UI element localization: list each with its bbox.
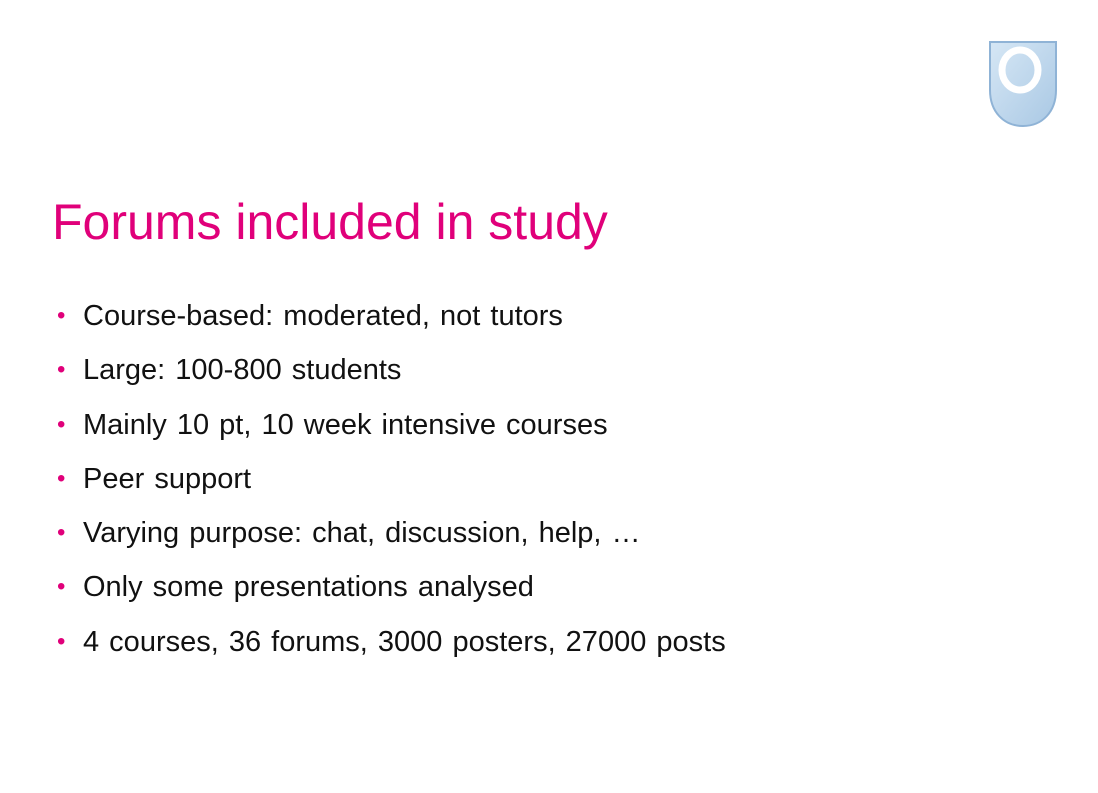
bullet-text: Varying purpose: chat, discussion, help, …: [83, 517, 641, 550]
bullet-marker-icon: •: [57, 519, 66, 547]
bullet-text: Large: 100-800 students: [83, 354, 402, 387]
bullet-text: Peer support: [83, 462, 252, 495]
bullet-text: Course-based: moderated, not tutors: [83, 300, 563, 332]
slide-title: Forums included in study: [52, 194, 608, 250]
bullet-marker-icon: •: [57, 573, 66, 601]
bullet-text: Only some presentations analysed: [83, 571, 534, 604]
bullet-marker-icon: •: [57, 302, 66, 329]
shield-logo-icon: [986, 38, 1060, 130]
bullet-text: Mainly 10 pt, 10 week intensive courses: [83, 408, 608, 441]
bullet-marker-icon: •: [57, 464, 66, 492]
bullet-marker-icon: •: [57, 627, 66, 655]
bullet-marker-icon: •: [57, 356, 66, 384]
bullet-text: 4 courses, 36 forums, 3000 posters, 27000 posts: [83, 625, 726, 658]
bullet-marker-icon: •: [57, 410, 66, 438]
